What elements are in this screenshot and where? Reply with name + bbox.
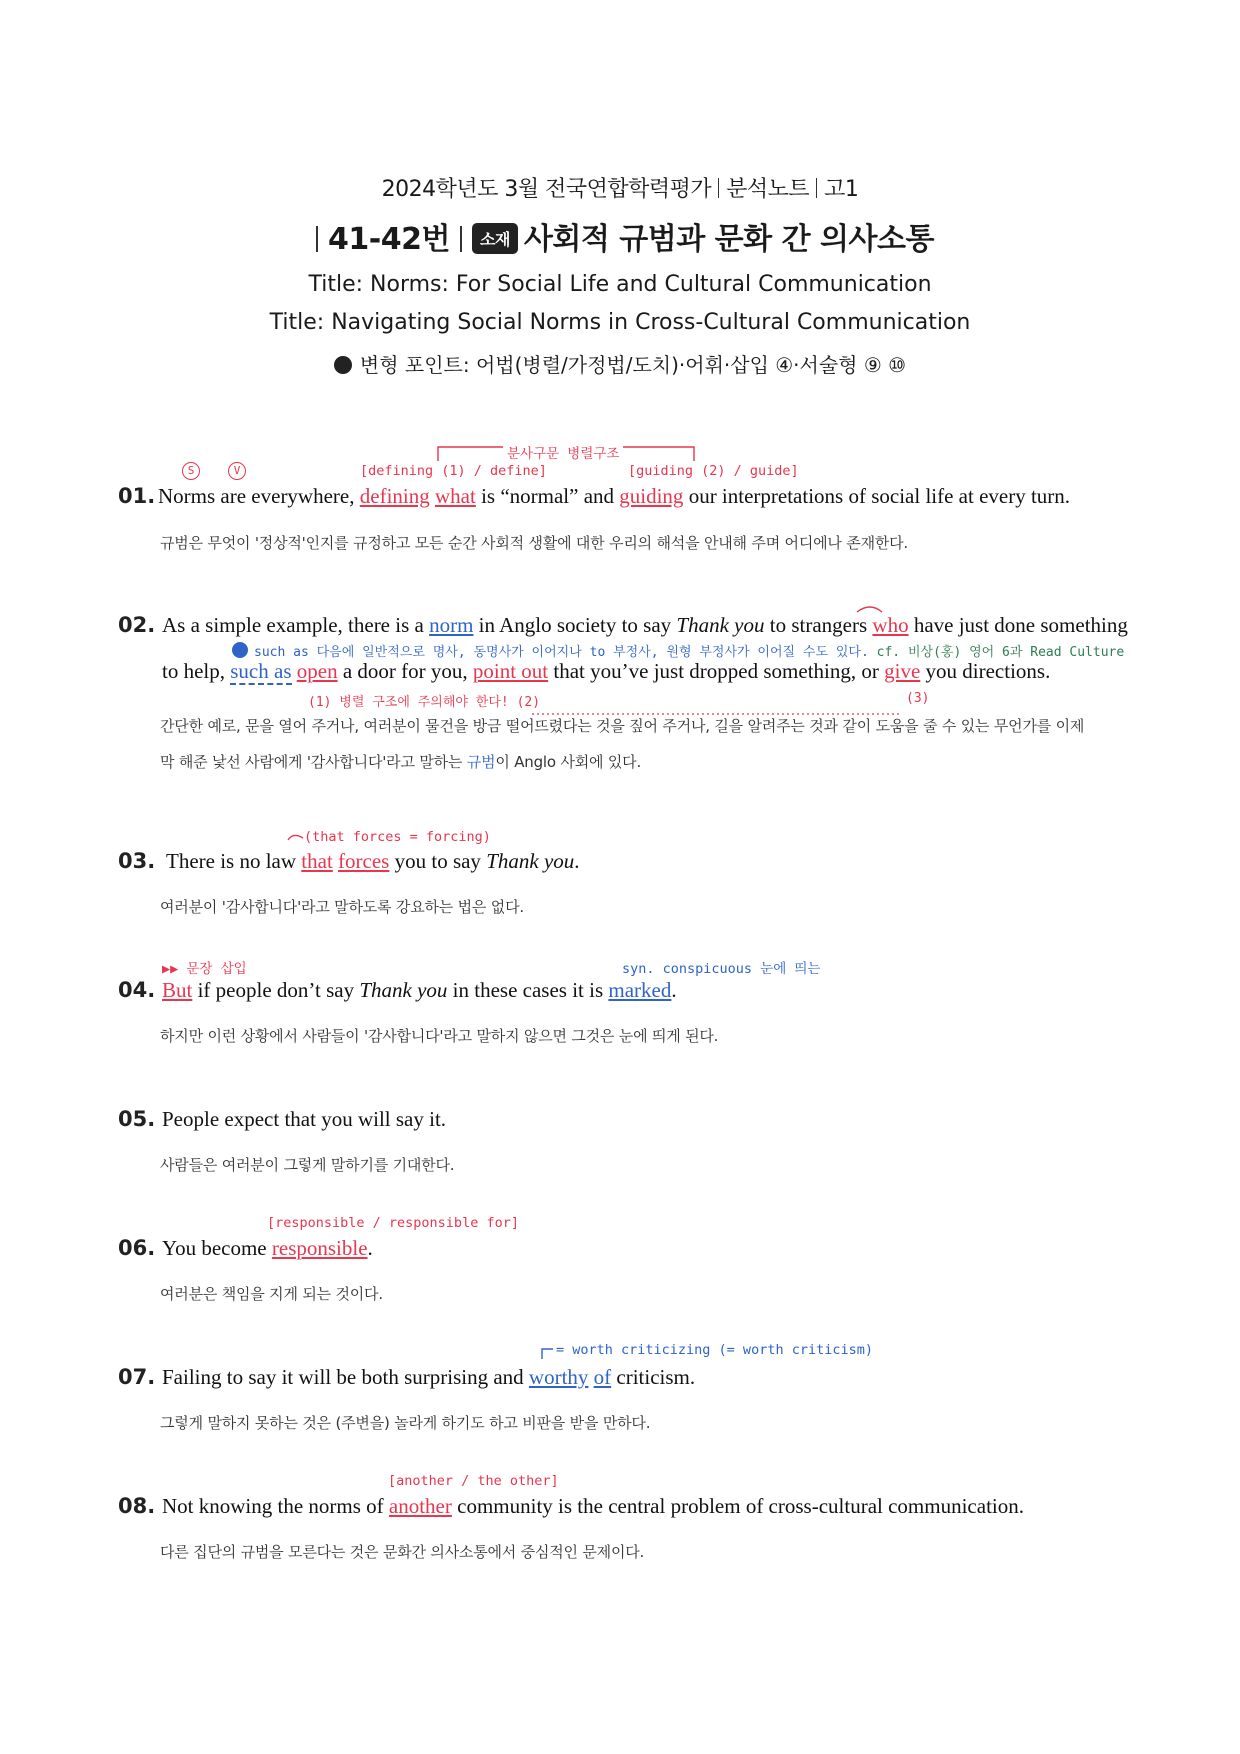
sentence-number: 01. [118, 484, 156, 508]
sentence-en: You become responsible. [162, 1236, 373, 1260]
annotation-note: (that forces = forcing) [304, 829, 491, 845]
hand-icon [232, 642, 248, 658]
verb-marker: V [228, 462, 246, 480]
sentence-en: People expect that you will say it. [162, 1107, 447, 1131]
sentence-number: 02. [118, 613, 156, 637]
note-type: 분석노트 [726, 177, 810, 202]
sentence-number: 03. [118, 849, 156, 873]
sentence-number: 06. [118, 1236, 156, 1260]
topic-badge: 소재 [472, 223, 518, 254]
annotation-choice: [another / the other] [388, 1473, 559, 1489]
annotation-parallel: 분사구문 병렬구조 [503, 442, 623, 462]
annotation-choice: [responsible / responsible for] [267, 1215, 519, 1231]
sentence-number: 05. [118, 1107, 156, 1131]
sentence-number: 07. [118, 1365, 156, 1389]
sentence-ko: 그렇게 말하지 못하는 것은 (주변을) 놀라게 하기도 하고 비판을 받을 만하다. [160, 1414, 651, 1432]
annotation-synonym: syn. conspicuous 눈에 띄는 [622, 961, 821, 977]
sentence-en: There is no law that forces you to say Thank you. [166, 849, 580, 873]
sentence-en: Norms are everywhere, defining what is “normal” and guiding our interpretations of social life at every turn. [158, 484, 1071, 508]
annotation-choice: [guiding (2) / guide] [628, 463, 799, 479]
sentence-ko: 여러분이 '감사합니다'라고 말하도록 강요하는 법은 없다. [160, 898, 524, 916]
annotation-choice: [defining (1) / define] [360, 463, 547, 479]
sentence-ko: 간단한 예로, 문을 열어 주거나, 여러분이 물건을 방금 떨어뜨렸다는 것을 짚어 주거나, 길을 알려주는 것과 같이 도움을 줄 수 있는 무언가를 이제 [160, 717, 1085, 735]
question-number: 41-42번 [328, 222, 450, 257]
sentence-en: Failing to say it will be both surprising and worthy of criticism. [162, 1365, 696, 1389]
exam-name: 2024학년도 3월 전국연합학력평가 [381, 177, 712, 202]
title-2: Title: Navigating Social Norms in Cross-Cultural Communication [269, 310, 971, 335]
grade: 고1 [824, 177, 859, 202]
subject-marker: S [182, 462, 200, 480]
sentence-number: 04. [118, 978, 156, 1002]
sentence-ko: 막 해준 낯선 사람에게 '감사합니다'라고 말하는 규범이 Anglo 사회에 있다. [160, 753, 642, 771]
annotation-note: = worth criticizing (= worth criticism) [556, 1342, 873, 1358]
annotation-parallel: (1) 병렬 구조에 주의해야 한다! (2) [308, 695, 541, 710]
sentence-en: Not knowing the norms of another community is the central problem of cross-cultural communication. [162, 1494, 1024, 1518]
sentence-ko: 규범은 무엇이 '정상적'인지를 규정하고 모든 순간 사회적 생활에 대한 우리의 해석을 안내해 주며 어디에나 존재한다. [160, 534, 909, 552]
sentence-ko: 사람들은 여러분이 그렇게 말하기를 기대한다. [160, 1156, 455, 1174]
sentence-en: As a simple example, there is a norm in Anglo society to say Thank you to strangers who have just done something [162, 613, 1128, 637]
topic-title: 사회적 규범과 문화 간 의사소통 [523, 222, 934, 257]
sentence-ko: 여러분은 책임을 지게 되는 것이다. [160, 1285, 383, 1303]
annotation-insert: ▶▶ 문장 삽입 [162, 961, 247, 977]
sentence-ko: 하지만 이런 상황에서 사람들이 '감사합니다'라고 말하지 않으면 그것은 눈에 띄게 된다. [160, 1027, 719, 1045]
sentence-en: to help, such as open a door for you, point out that you’ve just dropped something, or give you directions. [162, 659, 1051, 683]
sentence-ko: 다른 집단의 규범을 모른다는 것은 문화간 의사소통에서 중심적인 문제이다. [160, 1543, 645, 1561]
sentence-number: 08. [118, 1494, 156, 1518]
annotation-parallel: (3) [906, 691, 930, 706]
annotation-note: such as 다음에 일반적으로 명사, 동명사가 이어지나 to 부정사, 원형 부정사가 이어질 수도 있다. cf. 비상(홍) 영어 6과 Read Culture [232, 641, 1124, 660]
title-1: Title: Norms: For Social Life and Cultural Communication [308, 272, 932, 297]
points-text: 변형 포인트: 어법(병렬/가정법/도치)·어휘·삽입 ④·서술형 ⑨ ⑩ [359, 353, 907, 377]
sentence-en: But if people don’t say Thank you in these cases it is marked. [162, 978, 677, 1002]
